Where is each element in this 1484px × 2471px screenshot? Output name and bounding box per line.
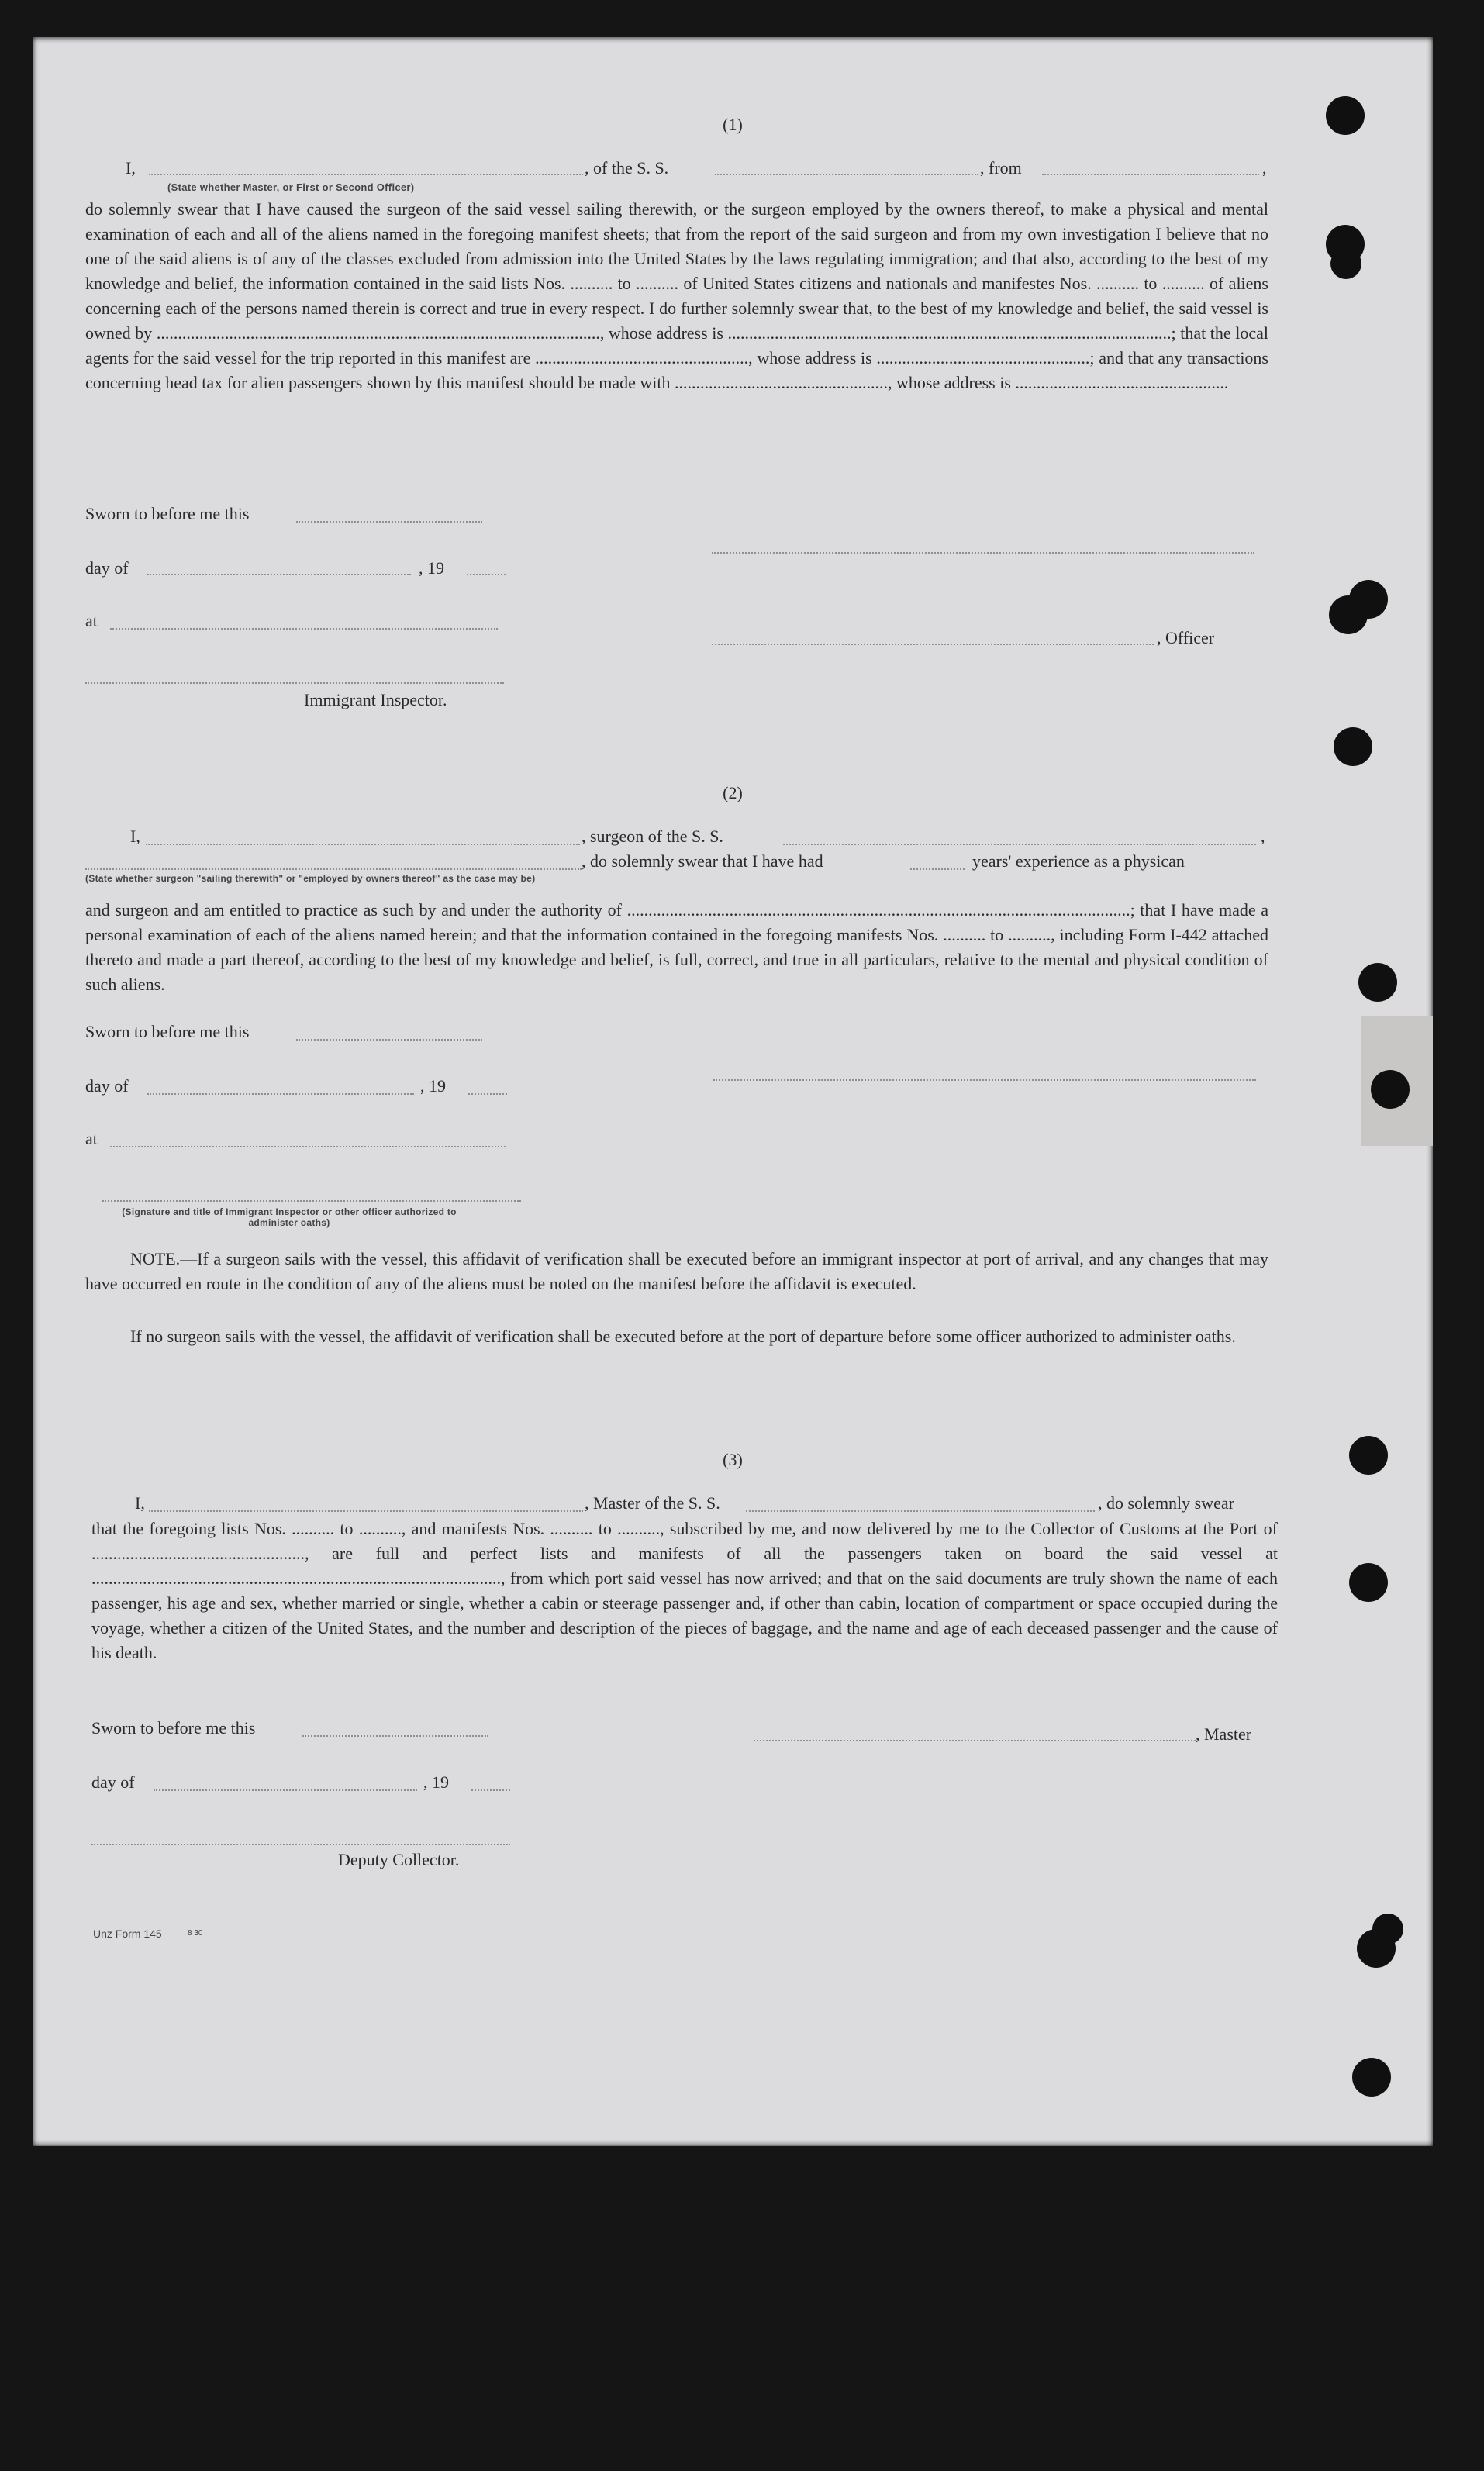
- s3-sworn-line: [302, 1735, 488, 1737]
- s3-oath-body: that the foregoing lists Nos. .......... to .........., and manifests Nos. .......... to .........., subscribed by me, and now delivered by me to the Collector of Customs at the Port of .................................................., are full and perfect lists and manifests of all the passengers taken on board the said vessel at ................................................................................................, from which port said vessel has now arrived; and that on the said documents are truly shown the name of each passenger, his age and sex, whether married or single, whether a cabin or steerage passenger and, if other than cabin, location of compartment or space occupied during the voyage, whether a citizen of the United States, and the number and description of the pieces of baggage, and the name and age of each deceased passenger and the cause of his death.: [91, 1519, 1278, 1662]
- s2-line2-mid: , do solemnly swear that I have had: [582, 851, 823, 871]
- form-date: 8 30: [188, 1929, 203, 1938]
- s1-oath-body: do solemnly swear that I have caused the surgeon of the said vessel sailing therewith, or the surgeon employed by the owners thereof, to make a physical and mental examination of each and all of the aliens named in the foregoing manifest sheets; that from the report of the said surgeon and from my own investigation I believe that no one of the said aliens is of any of the classes excluded from admission into the United States by the laws regulating immigration; and that also, according to the best of my knowledge and belief, the information contained in the said lists Nos. .......... to .......... of United States citizens and nationals and manifestes Nos. .......... to .......... of aliens concerning each of the persons named therein is correct and true in every respect. I do further solemnly swear that, to the best of my knowledge and belief, the said vessel is owned by ........................................................................................................, whose address is ........................................................................................................; that the local agents for the said vessel for the trip reported in this manifest are .................................................., whose address is ..................................................; and that any transactions concerning head tax for alien passengers shown by this manifest should be made with .................................................., whose address is ..................................................: [85, 199, 1268, 392]
- s2-oath-body: and surgeon and am entitled to practice as such by and under the authority of ......................................................................................................................; that I have made a personal examination of each of the aliens named herein; and that the information contained in the foregoing manifests Nos. .......... to .........., including Form I-442 attached thereto and made a part thereof, according to the best of my knowledge and belief, is full, correct, and true in all particulars, relative to the mental and physical condition of such aliens.: [85, 900, 1268, 994]
- section-3-number: (3): [723, 1450, 743, 1469]
- s1-inspector-line: [85, 682, 504, 684]
- s2-note-2: If no surgeon sails with the vessel, the affidavit of verification shall be executed before at the port of departure before some officer authorized to administer oaths.: [130, 1327, 1236, 1346]
- s1-inspector-label: Immigrant Inspector.: [304, 690, 447, 709]
- s3-day-of-label: day of: [91, 1772, 135, 1792]
- s3-line1-prefix: I,: [135, 1493, 145, 1513]
- s1-name-line: [149, 174, 583, 175]
- s2-day-of-label: day of: [85, 1076, 129, 1096]
- s1-day-of-label: day of: [85, 558, 129, 578]
- s2-signature-note: (Signature and title of Immigrant Inspector or other officer authorized to administer oaths): [122, 1206, 457, 1228]
- s1-signature-line: [712, 552, 1254, 554]
- s3-vessel-line: [746, 1510, 1095, 1512]
- s2-at-line: [110, 1146, 506, 1147]
- s1-line1-prefix: I,: [126, 158, 136, 178]
- s2-line1-end: ,: [1261, 827, 1265, 846]
- document-page: [33, 37, 1433, 2146]
- s1-line1-mid: , of the S. S.: [585, 158, 669, 178]
- s1-year-label: , 19: [419, 558, 444, 578]
- s1-sworn-line: [296, 521, 482, 523]
- s1-line1-from: , from: [980, 158, 1022, 178]
- punch-hole: [1326, 96, 1365, 135]
- punch-hole: [1330, 248, 1361, 279]
- s3-collector-line: [91, 1844, 510, 1845]
- s3-master-label: , Master: [1196, 1724, 1252, 1744]
- s2-inspector-line: [102, 1200, 521, 1202]
- s2-surgeon-note: (State whether surgeon "sailing therewith" or "employed by owners thereof" as the case may be): [85, 873, 536, 884]
- s1-line1-end: ,: [1262, 158, 1267, 178]
- punch-hole: [1334, 727, 1372, 766]
- s3-master-line: [754, 1740, 1196, 1741]
- section-1-number: (1): [723, 115, 743, 134]
- s2-vessel-line: [783, 844, 1256, 845]
- s2-line1-prefix: I,: [130, 827, 140, 846]
- s1-day-line: [147, 574, 411, 575]
- s2-years-line: [910, 868, 965, 870]
- punch-hole: [1349, 1563, 1388, 1602]
- s1-vessel-line: [715, 174, 978, 175]
- s3-line1-mid: , Master of the S. S.: [585, 1493, 720, 1513]
- section-2-number: (2): [723, 783, 743, 802]
- s2-name-line: [146, 844, 580, 845]
- s3-name-line: [149, 1510, 583, 1512]
- s2-year-label: , 19: [420, 1076, 446, 1096]
- s3-collector-label: Deputy Collector.: [338, 1850, 460, 1869]
- s2-capacity-line: [85, 868, 582, 870]
- s1-officer-note: (State whether Master, or First or Second Officer): [167, 181, 415, 193]
- s2-note-1: NOTE.—If a surgeon sails with the vessel, this affidavit of verification shall be executed before an immigrant inspector at port of arrival, and any changes that may have occurred en route in the condition of any of the aliens must be noted on the manifest before the affidavit is executed.: [85, 1249, 1268, 1293]
- punch-hole: [1371, 1070, 1410, 1109]
- s1-year-line: [467, 574, 506, 575]
- s2-signature-line: [713, 1079, 1256, 1081]
- punch-hole: [1349, 1436, 1388, 1475]
- s2-sworn-label: Sworn to before me this: [85, 1022, 250, 1041]
- s1-sworn-label: Sworn to before me this: [85, 504, 250, 523]
- s2-line1-mid: , surgeon of the S. S.: [582, 827, 723, 846]
- s2-line2-end: years' experience as a physican: [972, 851, 1185, 871]
- s1-at-label: at: [85, 611, 98, 630]
- form-number: Unz Form 145: [93, 1927, 162, 1940]
- s1-officer-label: , Officer: [1157, 628, 1215, 647]
- s3-sworn-label: Sworn to before me this: [91, 1718, 256, 1738]
- s1-at-line: [110, 628, 498, 630]
- s1-from-line: [1042, 174, 1259, 175]
- punch-hole: [1358, 963, 1397, 1002]
- punch-hole: [1329, 595, 1368, 634]
- s2-sworn-line: [296, 1039, 482, 1041]
- s2-at-label: at: [85, 1129, 98, 1148]
- s2-year-line: [468, 1093, 507, 1095]
- punch-hole: [1352, 2058, 1391, 2097]
- s2-day-line: [147, 1093, 414, 1095]
- s1-officer-line: [712, 644, 1154, 645]
- s3-line1-end: , do solemnly swear: [1098, 1493, 1234, 1513]
- punch-hole: [1372, 1914, 1403, 1945]
- s3-day-line: [154, 1789, 417, 1791]
- s3-year-line: [471, 1789, 510, 1791]
- s3-year-label: , 19: [423, 1772, 449, 1792]
